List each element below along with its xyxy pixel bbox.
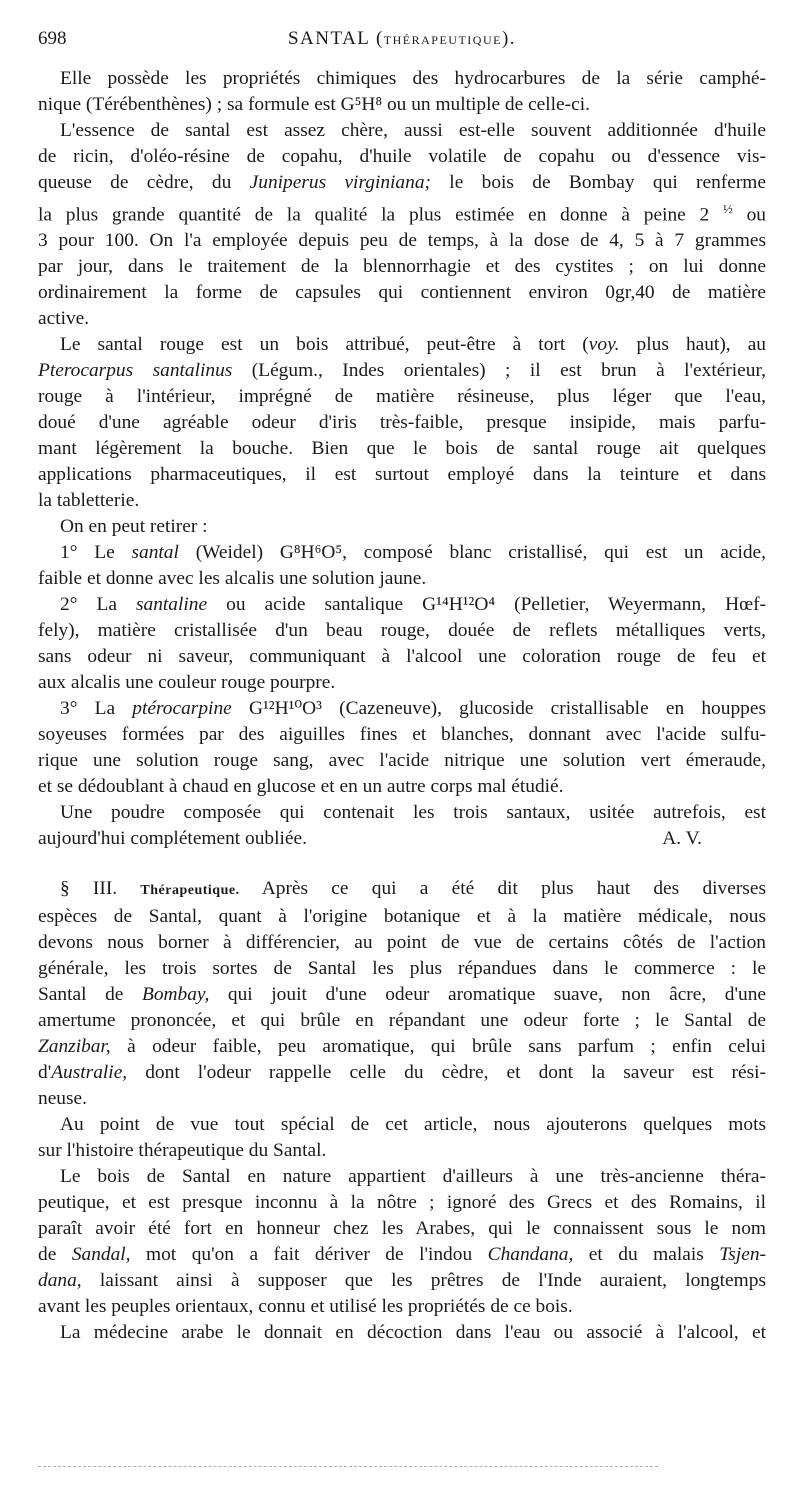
text-line: paraît avoir été fort en honneur chez les Arabes, qui le connaissent sous le nom — [38, 1218, 766, 1240]
text-line: doué d'une agréable odeur d'iris très-faible, presque insipide, mais parfu- — [38, 412, 766, 434]
text-line: peutique, et est presque inconnu à la nôtre ; ignoré des Grecs et des Romains, il — [38, 1192, 766, 1214]
running-head: SANTAL (THÉRAPEUTIQUE). — [287, 28, 517, 49]
text-line: 2° La santaline ou acide santalique G¹⁴H¹²O⁴ (Pelletier, Weyermann, Hœf- — [60, 594, 766, 616]
text-line: amertume prononcée, et qui brûle en répandant une odeur forte ; le Santal de — [38, 1010, 766, 1032]
text-line: rouge à l'intérieur, imprégné de matière résineuse, plus léger que l'eau, — [38, 386, 766, 408]
section-mark: § III. — [60, 878, 118, 900]
section-therapeutique — [38, 876, 766, 1112]
text-line: fely), matière cristallisée d'un beau rouge, douée de reflets métalliques verts, — [38, 620, 766, 642]
list-item-santaline — [38, 592, 766, 696]
document-page — [38, 26, 766, 1346]
text-line: aujourd'hui complétement oubliée. A. V. — [38, 826, 766, 852]
text-line: Zanzibar, à odeur faible, peu aromatique, qui brûle sans parfum ; enfin celui — [38, 1036, 766, 1058]
text-line: devons nous borner à différencier, au point de vue de certains côtés de l'action — [38, 932, 766, 954]
text-line: de ricin, d'oléo-résine de copahu, d'huile volatile de copahu ou d'essence vis- — [38, 146, 766, 167]
paragraph-bois-de-santal — [38, 1164, 766, 1320]
paragraph-poudre — [38, 800, 766, 852]
text-line: par jour, dans le traitement de la blennorrhagie et des cystites ; on lui donne — [38, 256, 766, 278]
text-line: L'essence de santal est assez chère, aussi est-elle souvent additionnée d'huile — [60, 120, 766, 141]
text-line: Au point de vue tout spécial de cet article, nous ajouterons quelques mots — [60, 1114, 766, 1136]
text-line: la plus grande quantité de la qualité la plus estimée en donne à peine 2 $^{\frac{1}{2}}$ ou — [38, 201, 766, 226]
text-line: On en peut retirer : — [60, 516, 208, 538]
text-line: faible et donne avec les alcalis une solution jaune. — [38, 568, 427, 590]
text-line: Santal de Bombay, qui jouit d'une odeur aromatique suave, non âcre, d'une — [38, 984, 766, 1006]
body-text — [38, 66, 766, 1346]
text-line: 3 pour 100. On l'a employée depuis peu de temps, à la dose de 4, 5 à 7 grammes — [38, 230, 766, 252]
list-item-santal — [38, 540, 766, 592]
text-line: active. — [38, 308, 90, 330]
text-line: rique une solution rouge sang, avec l'acide nitrique une solution vert émeraude, — [38, 750, 766, 772]
paragraph-santal-rouge — [38, 332, 766, 514]
text-line: soyeuses formées par des aiguilles fines et blanches, donnant avec l'acide sulfu- — [38, 724, 766, 746]
text-line: Elle possède les propriétés chimiques des hydrocarbures de la série camphé- — [60, 68, 766, 89]
section-spacer — [38, 852, 766, 876]
text-line: et se dédoublant à chaud en glucose et en un autre corps mal étudié. — [38, 776, 564, 798]
section-heading: Thérapeutique. — [140, 883, 240, 899]
paragraph-retirer — [38, 514, 766, 540]
text-line: nique (Térébenthènes) ; sa formule est G⁵H⁸ ou un multiple de celle-ci. — [38, 94, 590, 115]
text-line: la tabletterie. — [38, 490, 140, 512]
text-line: Le bois de Santal en nature appartient d'ailleurs à une très-ancienne théra- — [60, 1166, 766, 1188]
text-line: d'Australie, dont l'odeur rappelle celle du cèdre, et dont la saveur est rési- — [38, 1062, 766, 1084]
text-line: générale, les trois sortes de Santal les plus répandues dans le commerce : le — [38, 958, 766, 980]
text-line: sans odeur ni saveur, communiquant à l'alcool une coloration rouge de feu et — [38, 646, 766, 668]
page-header — [38, 26, 766, 56]
list-item-pterocarpine — [38, 696, 766, 800]
footer-rule — [38, 1466, 658, 1467]
paragraph-medecine-arabe — [38, 1320, 766, 1346]
text-line: avant les peuples orientaux, connu et utilisé les propriétés de ce bois. — [38, 1296, 573, 1318]
text-line: applications pharmaceutiques, il est surtout employé dans la teinture et dans — [38, 464, 766, 486]
text-line: mant légèrement la bouche. Bien que le bois de santal rouge ait quelques — [38, 438, 766, 460]
text-line: dana, laissant ainsi à supposer que les prêtres de l'Inde auraient, longtemps — [38, 1270, 766, 1292]
text-line: queuse de cèdre, du Juniperus virginiana; le bois de Bombay qui renferme — [38, 172, 766, 193]
text-line: 3° La ptérocarpine G¹²H¹⁰O³ (Cazeneuve), glucoside cristallisable en houppes — [60, 698, 766, 720]
page-number: 698 — [38, 28, 67, 49]
text-line: neuse. — [38, 1088, 87, 1110]
text-line: espèces de Santal, quant à l'origine botanique et à la matière médicale, nous — [38, 906, 766, 928]
text-line: Le santal rouge est un bois attribué, peut-être à tort (voy. plus haut), au — [60, 334, 767, 356]
text-line: Pterocarpus santalinus (Légum., Indes orientales) ; il est brun à l'extérieur, — [38, 360, 766, 382]
text-line: de Sandal, mot qu'on a fait dériver de l'indou Chandana, et du malais Tsjen- — [38, 1244, 766, 1266]
paragraph-hydrocarbures — [38, 66, 766, 118]
author-signature: A. V. — [662, 828, 702, 850]
text-line: aux alcalis une couleur rouge pourpre. — [38, 672, 336, 694]
text-line: ordinairement la forme de capsules qui contiennent environ 0gr,40 de matière — [38, 282, 766, 304]
text-line: sur l'histoire thérapeutique du Santal. — [38, 1140, 327, 1162]
text-line: La médecine arabe le donnait en décoction dans l'eau ou associé à l'alcool, et — [60, 1322, 766, 1344]
text-line: § III. Thérapeutique. Après ce qui a été dit plus haut des diverses — [60, 878, 766, 900]
paragraph-essence-de-santal — [38, 118, 766, 332]
paragraph-point-de-vue — [38, 1112, 766, 1164]
text-line: 1° Le santal (Weidel) G⁸H⁶O⁵, composé blanc cristallisé, qui est un acide, — [60, 542, 766, 564]
text-line: Une poudre composée qui contenait les trois santaux, usitée autrefois, est — [60, 802, 766, 824]
